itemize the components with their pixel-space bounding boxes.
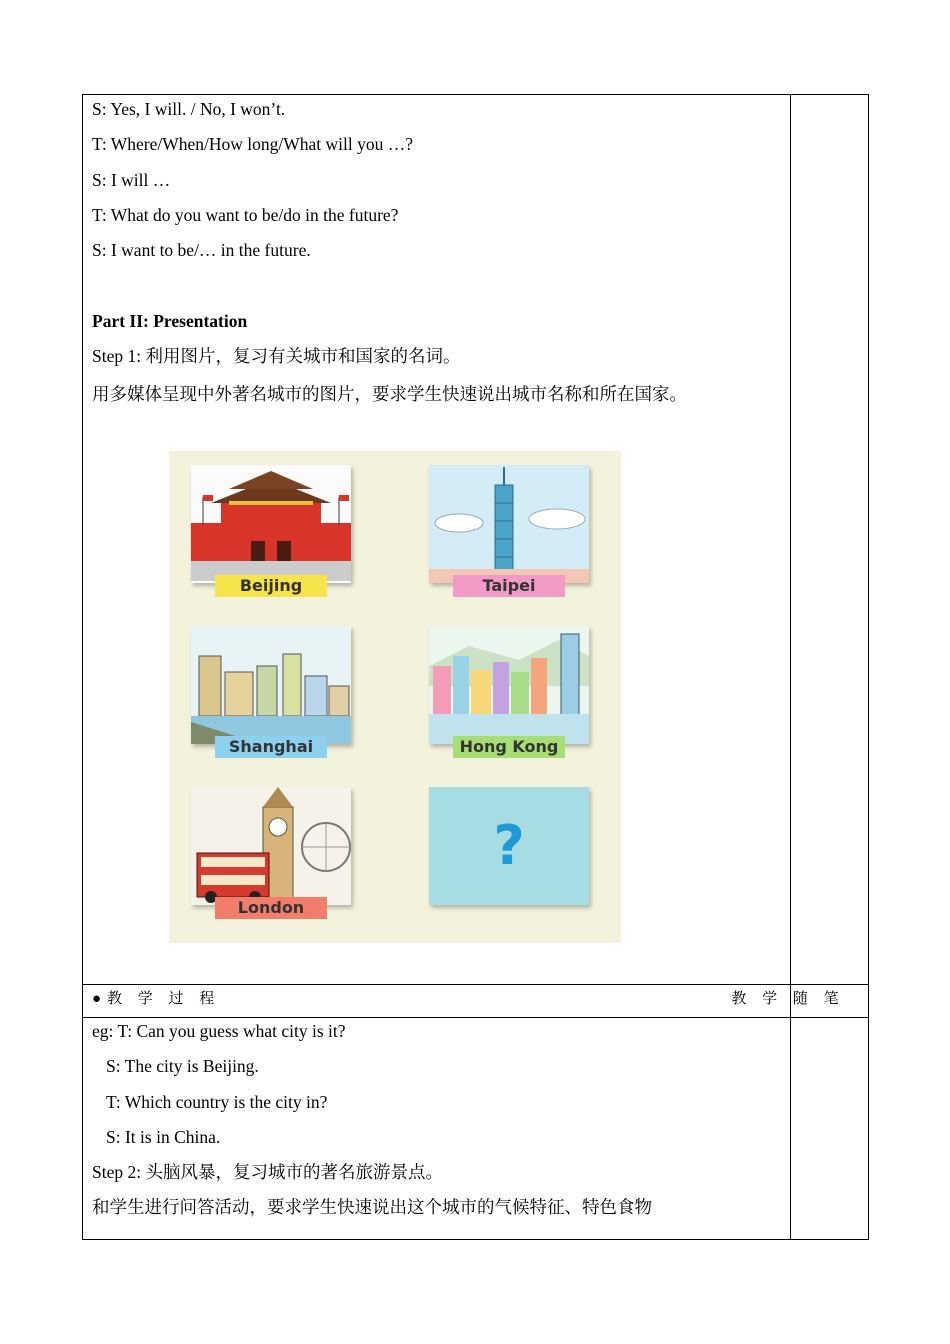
question-mark-icon: ? <box>429 787 589 905</box>
dialogue-line: S: The city is Beijing. <box>106 1056 259 1077</box>
taipei-picture <box>429 465 589 583</box>
dialogue-line: T: Which country is the city in? <box>106 1091 328 1112</box>
blank-line <box>92 271 704 306</box>
city-label-hong-kong: Hong Kong <box>453 736 565 758</box>
dialogue-line: S: I will … <box>92 169 171 190</box>
teaching-process-header: ●教 学 过 程 <box>92 991 221 1007</box>
city-card-taipei <box>429 465 589 595</box>
city-label-beijing: Beijing <box>215 575 327 597</box>
dialogue-line: S: I want to be/… in the future. <box>92 240 311 261</box>
city-card-hong-kong <box>429 626 589 756</box>
column-divider <box>790 95 791 1239</box>
dialogue-line: S: It is in China. <box>106 1126 221 1147</box>
city-card-london <box>191 787 351 917</box>
city-label-shanghai: Shanghai <box>215 736 327 758</box>
london-picture <box>191 787 351 905</box>
city-card-unknown <box>429 787 589 905</box>
step-1-description: 用多媒体呈现中外著名城市的图片，要求学生快速说出城市名称和所在国家。 <box>92 384 687 405</box>
teaching-notes-header: 教 学 随 笔 <box>731 991 845 1007</box>
dialogue-line: eg: T: Can you guess what city is it? <box>92 1021 346 1041</box>
lesson-plan-table <box>82 94 869 1240</box>
lower-content-cell <box>92 1017 704 1229</box>
dialogue-line: S: Yes, I will. / No, I won’t. <box>92 99 286 119</box>
section-heading: Part II: Presentation <box>92 310 248 331</box>
step-2-description: 和学生进行问答活动，要求学生快速说出这个城市的气候特征、特色食物 <box>92 1197 652 1218</box>
dialogue-line: T: Where/When/How long/What will you …? <box>92 134 414 155</box>
beijing-picture <box>191 465 351 583</box>
city-card-shanghai <box>191 626 351 756</box>
step-2: Step 2: 头脑风暴，复习城市的著名旅游景点。 <box>92 1162 443 1183</box>
city-card-beijing <box>191 465 351 595</box>
dialogue-line: T: What do you want to be/do in the future? <box>92 204 399 225</box>
city-pictures-figure <box>169 451 621 943</box>
city-label-taipei: Taipei <box>453 575 565 597</box>
upper-content-cell <box>92 95 704 413</box>
city-label-london: London <box>215 897 327 919</box>
hong-kong-picture <box>429 626 589 744</box>
step-1: Step 1: 利用图片，复习有关城市和国家的名词。 <box>92 346 461 367</box>
shanghai-picture <box>191 626 351 744</box>
